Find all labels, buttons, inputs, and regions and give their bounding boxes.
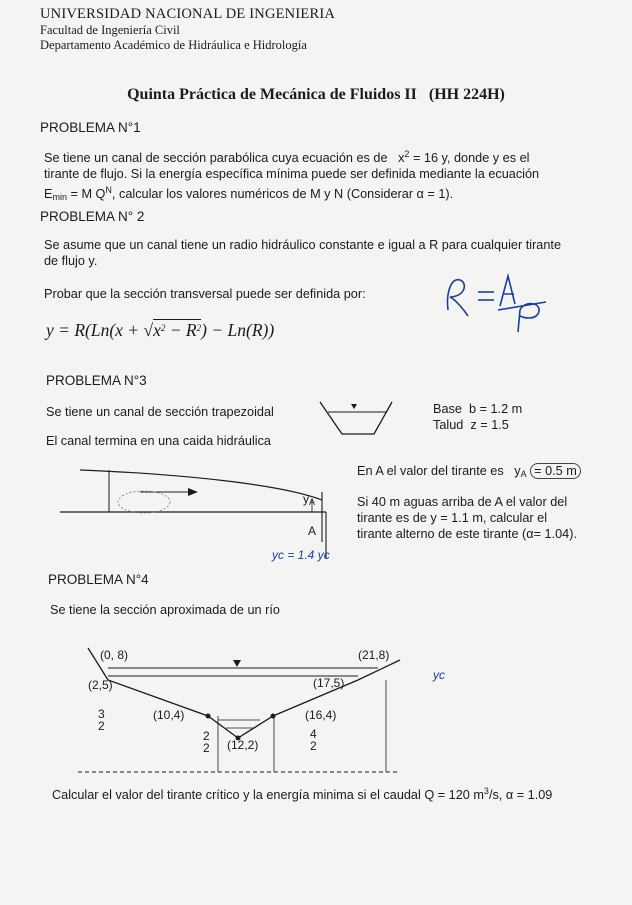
formula-exp-2: 2 xyxy=(196,323,202,333)
point-2-5: (2,5) xyxy=(88,678,113,692)
p4-question-exp: 3 xyxy=(483,786,489,796)
diagram-ya: y xyxy=(303,492,309,506)
p1-line1-text: Se tiene un canal de sección parabólica cuya ecuación es de xyxy=(44,151,388,165)
p1-emin-sub: min xyxy=(52,192,67,202)
base-value: b = 1.2 m xyxy=(468,402,523,416)
point-21-8: (21,8) xyxy=(358,648,390,662)
base-spec xyxy=(433,401,522,417)
point-12-2: (12,2) xyxy=(227,738,259,752)
diagram-ya-sub: A xyxy=(309,497,316,507)
formula-mid: − R xyxy=(165,320,197,340)
problem-2-formula xyxy=(46,320,274,341)
problem-1-line-1 xyxy=(44,146,582,166)
course-code: (HH 224H) xyxy=(428,86,505,103)
p1-eq-exp: 2 xyxy=(404,149,410,159)
p1-line3-rest: , calcular los valores numéricos de M y N (Considerar α = 1). xyxy=(111,187,454,201)
q2-line-2: tirante es de y = 1.1 m, calcular el xyxy=(357,511,548,525)
talud-value: z = 1.5 xyxy=(470,418,509,432)
slope-1 xyxy=(98,708,105,732)
ya-sub: A xyxy=(520,469,527,479)
diagram-a-label: A xyxy=(308,524,317,538)
talud-label: Talud xyxy=(433,418,464,432)
diagram-ya-label xyxy=(303,492,315,507)
problem-2-heading: PROBLEMA N° 2 xyxy=(40,209,145,224)
slope-1-bottom: 2 xyxy=(98,719,105,733)
p1-mq: = M Q xyxy=(70,187,106,201)
problem-2-line-3: Probar que la sección transversal puede ser definida por: xyxy=(44,287,366,301)
p4-question-text: Calcular el valor del tirante crítico y la energía minima si el caudal Q = 120 m xyxy=(52,788,484,802)
formula-part-a: y = R(Ln(x + xyxy=(46,320,144,340)
problem-1-heading: PROBLEMA N°1 xyxy=(40,120,141,135)
department-name: Departamento Académico de Hidráulica e Hidrología xyxy=(40,38,307,52)
handwritten-annotation xyxy=(420,270,570,340)
q2-line-3: tirante alterno de este tirante (α= 1.04). xyxy=(357,527,577,541)
problem-3-line-2: El canal termina en una caida hidráulica xyxy=(46,434,271,448)
p1-eq-x: x xyxy=(398,151,405,165)
ya-value: = 0.5 m xyxy=(530,463,581,479)
base-label: Base xyxy=(433,402,462,416)
formula-part-b: ) − Ln(R)) xyxy=(201,320,275,340)
point-16-4: (16,4) xyxy=(305,708,337,722)
point-17-5: (17,5) xyxy=(313,676,345,690)
trapezoid-section-icon xyxy=(316,398,396,440)
slope-3-top: 4 xyxy=(310,727,317,741)
formula-exp-1: 2 xyxy=(160,323,166,333)
handwritten-yc-note: yc = 1.4 yc xyxy=(272,548,330,562)
formula-root-x: x xyxy=(153,320,161,340)
sqrt-symbol: √ xyxy=(143,320,154,340)
talud-spec xyxy=(433,417,509,433)
slope-2-bottom: 2 xyxy=(203,741,210,755)
problem-2-line-1: Se asume que un canal tiene un radio hidráulico constante e igual a R para cualquier tirante xyxy=(44,238,561,252)
ya-statement xyxy=(357,463,581,482)
slope-3-bottom: 2 xyxy=(310,739,317,753)
p1-n-sup: N xyxy=(105,185,112,195)
problem-3-line-1: Se tiene un canal de sección trapezoidal xyxy=(46,405,274,419)
point-10-4: (10,4) xyxy=(153,708,185,722)
problem-3-question xyxy=(357,494,585,542)
ya-sym: y xyxy=(514,464,521,478)
faculty-name: Facultad de Ingeniería Civil xyxy=(40,23,180,37)
p1-eq-rest: = 16 y, donde y es el xyxy=(412,151,530,165)
page-title xyxy=(0,86,632,104)
problem-3-heading: PROBLEMA N°3 xyxy=(46,373,147,388)
ya-text: En A el valor del tirante es xyxy=(357,464,504,478)
problem-1-text xyxy=(44,146,582,205)
slope-1-top: 3 xyxy=(98,707,105,721)
problem-4-question xyxy=(52,783,552,803)
q2-line-1: Si 40 m aguas arriba de A el valor del xyxy=(357,495,568,509)
slope-3 xyxy=(310,728,317,752)
university-name: UNIVERSIDAD NACIONAL DE INGENIERIA xyxy=(40,6,336,22)
title-text: Quinta Práctica de Mecánica de Fluidos II xyxy=(127,86,417,103)
problem-1-line-3 xyxy=(44,182,582,205)
problem-2-text xyxy=(44,237,584,269)
p1-emin-e: E xyxy=(44,187,53,201)
slope-2-top: 2 xyxy=(203,729,210,743)
problem-2-line-2: de flujo y. xyxy=(44,254,98,268)
problem-1-line-2: tirante de flujo. Si la energía específica mínima puede ser definida mediante la ecuación xyxy=(44,167,540,181)
handwritten-yc: yc xyxy=(433,668,445,682)
problem-4-line-1: Se tiene la sección aproximada de un río xyxy=(50,603,280,617)
slope-2 xyxy=(203,730,210,754)
problem-4-heading: PROBLEMA N°4 xyxy=(48,572,149,587)
point-0-8: (0, 8) xyxy=(100,648,129,662)
p4-question-end: /s, α = 1.09 xyxy=(488,788,553,802)
